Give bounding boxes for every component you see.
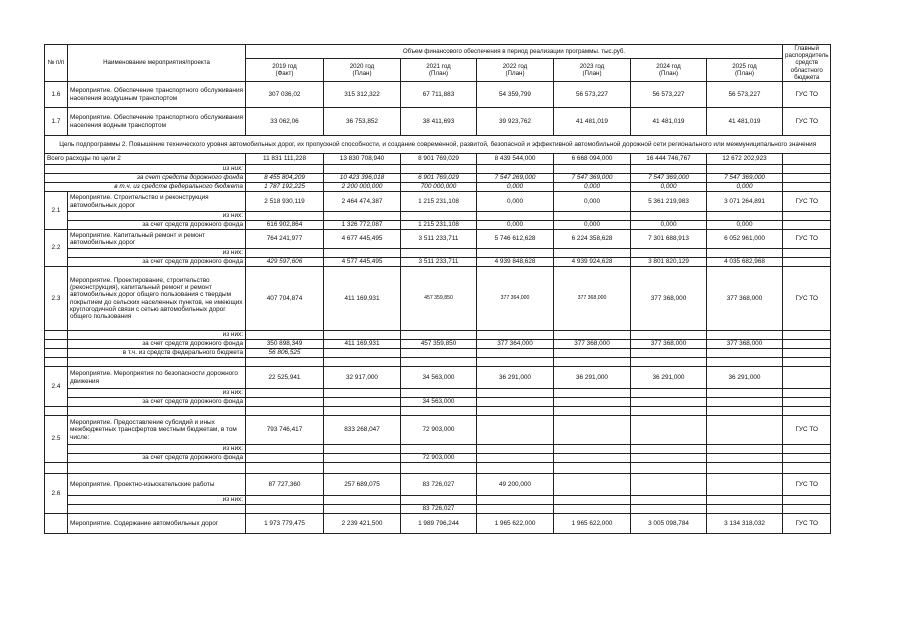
table-row <box>45 108 831 136</box>
value-cell: 4 577 445,495 <box>324 258 401 267</box>
table-row <box>45 340 831 349</box>
value-cell: 36 753,852 <box>324 108 401 136</box>
table-row <box>45 445 831 454</box>
value-cell: 764 241,977 <box>246 230 324 249</box>
of-them-label: из них: <box>68 445 246 454</box>
empty-row <box>45 407 831 416</box>
manager-cell: ГУС ТО <box>783 514 831 534</box>
value-cell: 8 455 804,209 <box>246 174 324 183</box>
value-cell: 407 704,874 <box>246 267 324 331</box>
row-num: 1.6 <box>45 82 68 108</box>
value-cell: 1 973 779,475 <box>246 514 324 534</box>
year-header: 2019 год (Факт) <box>246 58 324 81</box>
value-cell: 350 898,349 <box>246 340 324 349</box>
empty-row <box>45 358 831 367</box>
table-row <box>45 398 831 407</box>
value-cell: 0,000 <box>707 221 783 230</box>
table-row <box>45 367 831 389</box>
manager-cell: ГУС ТО <box>783 416 831 445</box>
value-cell: 1 326 772,087 <box>324 221 401 230</box>
table-row <box>45 212 831 221</box>
manager-cell: ГУС ТО <box>783 474 831 496</box>
value-cell: 457 359,850 <box>401 267 477 331</box>
value-cell: 36 291,000 <box>477 367 554 389</box>
value-cell: 0,000 <box>554 221 631 230</box>
col-header-funding: Объем финансового обеспечения в период реализации программы. тыс.руб. <box>246 45 783 59</box>
value-cell: 56 806,525 <box>246 349 324 358</box>
value-cell: 833 268,047 <box>324 416 401 445</box>
value-cell: 38 411,693 <box>401 108 477 136</box>
of-them-label: из них: <box>68 389 246 398</box>
row-num: 2.3 <box>45 267 68 331</box>
value-cell: 41 481,019 <box>707 108 783 136</box>
value-cell: 457 359,850 <box>401 340 477 349</box>
row-num: 2.2 <box>45 230 68 267</box>
table-row <box>45 454 831 463</box>
value-cell: 377 368,000 <box>554 267 631 331</box>
value-cell: 83 726,027 <box>401 505 477 514</box>
row-name: Мероприятие. Капитальный ремонт и ремонт автомобильных дорог <box>68 230 246 249</box>
of-them-label: из них: <box>45 165 246 174</box>
value-cell: 39 923,762 <box>477 108 554 136</box>
empty-row <box>45 463 831 474</box>
table-row <box>45 221 831 230</box>
row-num: 2.1 <box>45 192 68 230</box>
value-cell: 12 672 202,923 <box>707 154 783 165</box>
table-row <box>45 331 831 340</box>
funding-table <box>44 44 831 534</box>
value-cell: 33 062,06 <box>246 108 324 136</box>
table-row <box>45 249 831 258</box>
year-header: 2023 год (План) <box>554 58 631 81</box>
value-cell: 616 902,864 <box>246 221 324 230</box>
value-cell: 41 481,019 <box>631 108 707 136</box>
row-name: за счет средств дорожного фонда <box>68 258 246 267</box>
value-cell: 793 746,417 <box>246 416 324 445</box>
value-cell: 1 965 622,000 <box>554 514 631 534</box>
value-cell: 8 439 544,000 <box>477 154 554 165</box>
col-header-num: № п/п <box>45 45 68 82</box>
value-cell: 22 525,941 <box>246 367 324 389</box>
header-row-1 <box>45 45 831 59</box>
row-name: Мероприятие. Строительство и реконструкция автомобильных дорог <box>68 192 246 212</box>
value-cell: 257 689,075 <box>324 474 401 496</box>
value-cell: 0,000 <box>631 221 707 230</box>
value-cell: 0,000 <box>554 183 631 192</box>
row-num: 2.5 <box>45 416 68 463</box>
table-row <box>45 230 831 249</box>
of-them-label: из них: <box>68 331 246 340</box>
of-them-label: из них: <box>68 249 246 258</box>
row-name: за счет средств дорожного фонда <box>68 340 246 349</box>
value-cell: 2 239 421,500 <box>324 514 401 534</box>
value-cell: 7 547 269,000 <box>477 174 554 183</box>
table-row <box>45 174 831 183</box>
row-num: 1.7 <box>45 108 68 136</box>
value-cell: 2 464 474,387 <box>324 192 401 212</box>
value-cell: 3 134 318,032 <box>707 514 783 534</box>
table-row <box>45 514 831 534</box>
value-cell: 67 711,883 <box>401 82 477 108</box>
value-cell: 0,000 <box>554 192 631 212</box>
row-name: за счет средств дорожного фонда <box>68 221 246 230</box>
value-cell: 16 444 746,767 <box>631 154 707 165</box>
row-name: Мероприятие. Обеспечение транспортного обслуживания населения водным транспортом <box>68 108 246 136</box>
value-cell: 377 364,000 <box>477 267 554 331</box>
value-cell: 0,000 <box>631 183 707 192</box>
manager-cell: ГУС ТО <box>783 192 831 212</box>
year-header: 2021 год (План) <box>401 58 477 81</box>
value-cell: 1 215 231,108 <box>401 192 477 212</box>
table-row <box>45 82 831 108</box>
row-name: за счет средств дорожного фонда <box>68 454 246 463</box>
goal-row <box>45 136 831 154</box>
table-row <box>45 349 831 358</box>
value-cell: 3 801 820,129 <box>631 258 707 267</box>
value-cell: 56 573,227 <box>554 82 631 108</box>
value-cell: 377 368,000 <box>631 267 707 331</box>
value-cell: 411 169,931 <box>324 267 401 331</box>
manager-cell: ГУС ТО <box>783 108 831 136</box>
value-cell: 34 563,000 <box>401 367 477 389</box>
value-cell: 1 965 622,000 <box>477 514 554 534</box>
col-header-name: Наименование мероприятия/проекта <box>68 45 246 82</box>
row-name: Мероприятие. Проектирование, строительство (реконструкция), капитальный ремонт и ремонт автомобильных дорог общего пользования с твердым покрытием до сельских населенных пунктов, не имеющих круглогодичной связи с сетью автомобильных дорог общего пользования <box>68 267 246 331</box>
value-cell: 0,000 <box>477 183 554 192</box>
row-name: Мероприятие. Предоставление субсидий и иных межбюджетных трансфертов местным бюджетам, в том числе: <box>68 416 246 445</box>
table-row <box>45 183 831 192</box>
value-cell: 13 830 708,940 <box>324 154 401 165</box>
value-cell: 34 563,000 <box>401 398 477 407</box>
row-name: Мероприятие. Мероприятия по безопасности дорожного движения <box>68 367 246 389</box>
value-cell: 41 481,019 <box>554 108 631 136</box>
value-cell: 377 368,000 <box>707 340 783 349</box>
value-cell: 56 573,227 <box>631 82 707 108</box>
value-cell: 700 000,000 <box>401 183 477 192</box>
year-header: 2025 год (План) <box>707 58 783 81</box>
value-cell: 377 368,000 <box>631 340 707 349</box>
value-cell: 36 291,000 <box>554 367 631 389</box>
row-name: Всего расходы по цели 2 <box>45 154 246 165</box>
value-cell: 56 573,227 <box>707 82 783 108</box>
value-cell: 3 511 233,711 <box>401 258 477 267</box>
value-cell: 6 901 769,029 <box>401 174 477 183</box>
value-cell: 4 939 848,628 <box>477 258 554 267</box>
value-cell: 0,000 <box>477 221 554 230</box>
manager-cell: ГУС ТО <box>783 82 831 108</box>
value-cell: 411 169,931 <box>324 340 401 349</box>
value-cell: 5 746 612,628 <box>477 230 554 249</box>
year-header: 2020 год (План) <box>324 58 401 81</box>
table-row <box>45 389 831 398</box>
row-name: Мероприятие. Содержание автомобильных дорог <box>68 514 246 534</box>
manager-cell: ГУС ТО <box>783 230 831 249</box>
col-header-manager: Главный распорядитель средств областного бюджета <box>783 45 831 82</box>
manager-cell: ГУС ТО <box>783 267 831 331</box>
value-cell: 377 368,000 <box>554 340 631 349</box>
value-cell: 36 291,000 <box>707 367 783 389</box>
row-name: за счет средств дорожного фонда <box>68 398 246 407</box>
value-cell: 4 035 682,968 <box>707 258 783 267</box>
table-row <box>45 154 831 165</box>
value-cell: 3 005 098,784 <box>631 514 707 534</box>
value-cell: 11 831 111,228 <box>246 154 324 165</box>
table-row <box>45 474 831 496</box>
value-cell: 6 224 358,628 <box>554 230 631 249</box>
value-cell: 5 361 219,983 <box>631 192 707 212</box>
value-cell: 2 518 930,119 <box>246 192 324 212</box>
value-cell: 0,000 <box>707 183 783 192</box>
table-row <box>45 267 831 331</box>
row-num: 2.6 <box>45 474 68 514</box>
value-cell: 4 677 445,495 <box>324 230 401 249</box>
row-num: 2.4 <box>45 367 68 407</box>
value-cell: 7 301 688,913 <box>631 230 707 249</box>
table-row <box>45 505 831 514</box>
value-cell: 72 903,000 <box>401 454 477 463</box>
row-name: за счет средств дорожного фонда <box>45 174 246 183</box>
of-them-label: из них: <box>68 212 246 221</box>
value-cell: 72 903,000 <box>401 416 477 445</box>
row-name: в т.ч. из средств федерального бюджета <box>45 183 246 192</box>
row-name: Мероприятие. Обеспечение транспортного обслуживания населения воздушным транспортом <box>68 82 246 108</box>
value-cell: 32 917,000 <box>324 367 401 389</box>
table-row <box>45 192 831 212</box>
value-cell: 1 215 231,108 <box>401 221 477 230</box>
year-header: 2024 год (План) <box>631 58 707 81</box>
value-cell: 54 359,799 <box>477 82 554 108</box>
value-cell: 1 989 796,244 <box>401 514 477 534</box>
value-cell: 1 787 192,225 <box>246 183 324 192</box>
value-cell: 2 200 000,000 <box>324 183 401 192</box>
year-header: 2022 год (План) <box>477 58 554 81</box>
value-cell: 6 668 094,000 <box>554 154 631 165</box>
value-cell: 3 071 264,891 <box>707 192 783 212</box>
value-cell: 7 547 369,000 <box>631 174 707 183</box>
value-cell: 307 036,02 <box>246 82 324 108</box>
value-cell: 87 727,360 <box>246 474 324 496</box>
value-cell: 36 291,000 <box>631 367 707 389</box>
value-cell: 4 939 924,628 <box>554 258 631 267</box>
value-cell: 377 368,000 <box>707 267 783 331</box>
program-funding-table-page <box>44 44 831 534</box>
value-cell: 8 901 769,029 <box>401 154 477 165</box>
value-cell: 0,000 <box>477 192 554 212</box>
of-them-label: из них: <box>68 496 246 505</box>
value-cell: 315 312,322 <box>324 82 401 108</box>
value-cell: 83 726,027 <box>401 474 477 496</box>
value-cell: 6 052 961,000 <box>707 230 783 249</box>
table-row <box>45 165 831 174</box>
goal-title: Цель подпрограммы 2. Повышение технического уровня автомобильных дорог, их пропускной способности, и создание современной, развитой, безопасной и эффективной автомобильной дорожной сети регионального или межмуниципального значения <box>45 136 831 154</box>
value-cell: 429 597,606 <box>246 258 324 267</box>
value-cell: 10 423 396,018 <box>324 174 401 183</box>
row-name: Мероприятие. Проектно-изыскательские работы <box>68 474 246 496</box>
value-cell: 7 547 369,000 <box>707 174 783 183</box>
table-row <box>45 496 831 505</box>
value-cell: 7 547 369,000 <box>554 174 631 183</box>
table-row <box>45 416 831 445</box>
value-cell: 377 364,000 <box>477 340 554 349</box>
row-name: в т.ч. из средств федерального бюджета <box>68 349 246 358</box>
value-cell: 3 511 233,711 <box>401 230 477 249</box>
table-row <box>45 258 831 267</box>
value-cell: 49 200,000 <box>477 474 554 496</box>
